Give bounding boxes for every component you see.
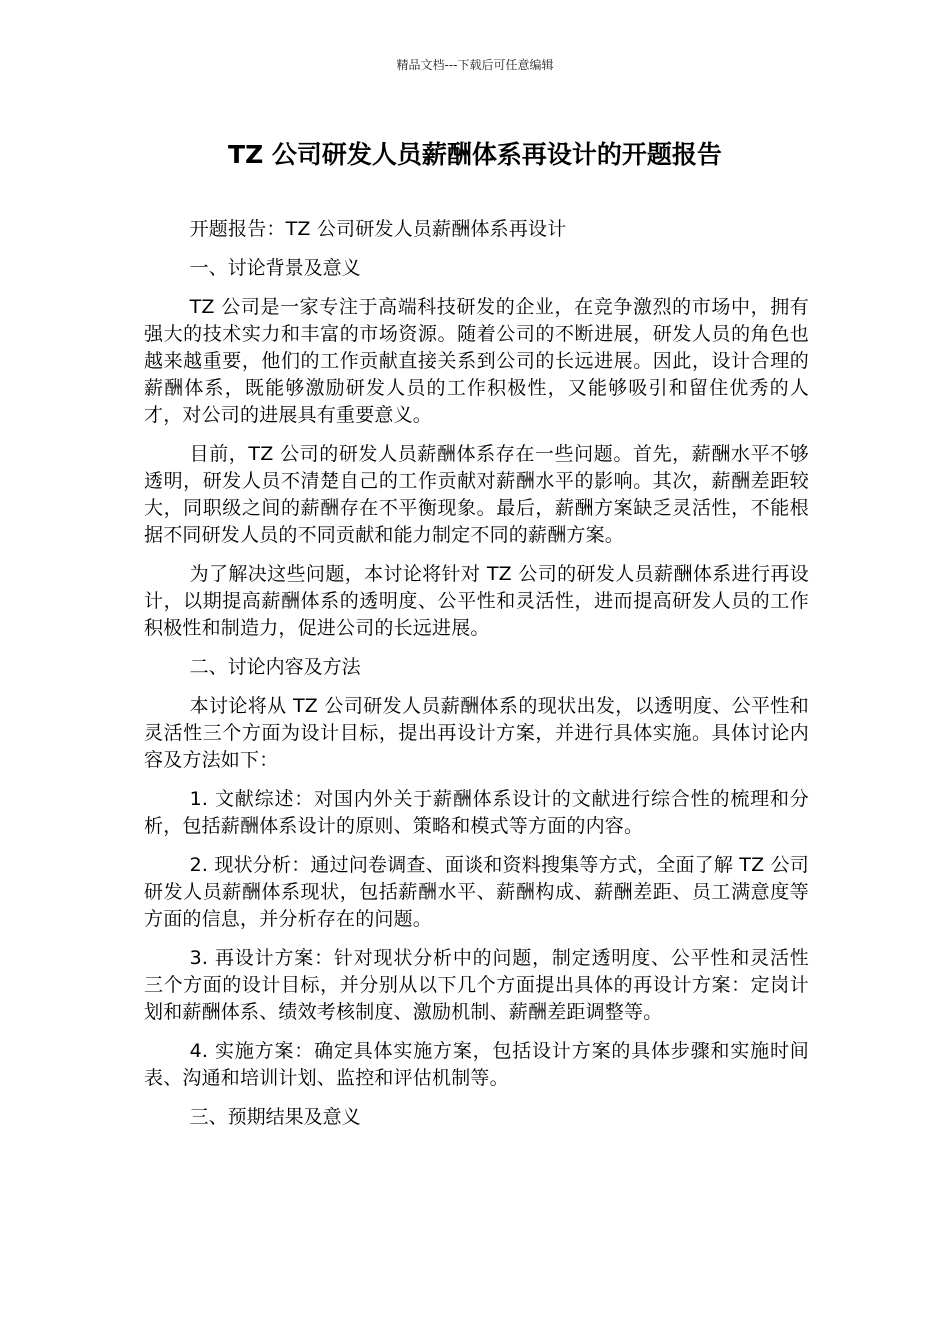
list-item-redesign-plan: 3. 再设计方案：针对现状分析中的问题，制定透明度、公平性和灵活性三个方面的设计目标，并分别从以下几个方面提出具体的再设计方案：定岗计划和薪酬体系、绩效考核制度、激励机制、薪酬差距调整等。 xyxy=(144,947,809,1023)
section-heading-expected-results: 三、预期结果及意义 xyxy=(189,1106,361,1128)
section-heading-background: 一、讨论背景及意义 xyxy=(189,257,361,279)
list-item-literature-review: 1. 文献综述：对国内外关于薪酬体系设计的文献进行综合性的梳理和分析，包括薪酬体系设计的原则、策略和模式等方面的内容。 xyxy=(144,788,809,837)
document-title: TZ 公司研发人员薪酬体系再设计的开题报告 xyxy=(228,140,722,169)
paragraph-current-problems: 目前，TZ 公司的研发人员薪酬体系存在一些问题。首先，薪酬水平不够透明，研发人员不清楚自己的工作贡献对薪酬水平的影响。其次，薪酬差距较大，同职级之间的薪酬存在不平衡现象。最后，薪酬方案缺乏灵活性，不能根据不同研发人员的不同贡献和能力制定不同的薪酬方案。 xyxy=(144,443,809,546)
page-header: 精品文档---下载后可任意编辑 xyxy=(396,58,554,72)
section-heading-content-methods: 二、讨论内容及方法 xyxy=(189,656,361,678)
paragraph-company-intro: TZ 公司是一家专注于高端科技研发的企业，在竞争激烈的市场中，拥有强大的技术实力和丰富的市场资源。随着公司的不断进展，研发人员的角色也越来越重要，他们的工作贡献直接关系到公司的长远进展。因此，设计合理的薪酬体系，既能够激励研发人员的工作积极性，又能够吸引和留住优秀的人才，对公司的进展具有重要意义。 xyxy=(144,296,809,426)
paragraph-methods-intro: 本讨论将从 TZ 公司研发人员薪酬体系的现状出发，以透明度、公平性和灵活性三个方面为设计目标，提出再设计方案，并进行具体实施。具体讨论内容及方法如下： xyxy=(144,695,809,771)
paragraph-research-goal: 为了解决这些问题，本讨论将针对 TZ 公司的研发人员薪酬体系进行再设计，以期提高薪酬体系的透明度、公平性和灵活性，进而提高研发人员的工作积极性和制造力，促进公司的长远进展。 xyxy=(144,563,809,639)
report-subtitle: 开题报告：TZ 公司研发人员薪酬体系再设计 xyxy=(189,218,567,240)
list-item-status-analysis: 2. 现状分析：通过问卷调查、面谈和资料搜集等方式，全面了解 TZ 公司研发人员薪酬体系现状，包括薪酬水平、薪酬构成、薪酬差距、员工满意度等方面的信息，并分析存在的问题。 xyxy=(144,854,809,930)
list-item-implementation-plan: 4. 实施方案：确定具体实施方案，包括设计方案的具体步骤和实施时间表、沟通和培训计划、监控和评估机制等。 xyxy=(144,1040,809,1089)
document-body xyxy=(144,216,809,1143)
